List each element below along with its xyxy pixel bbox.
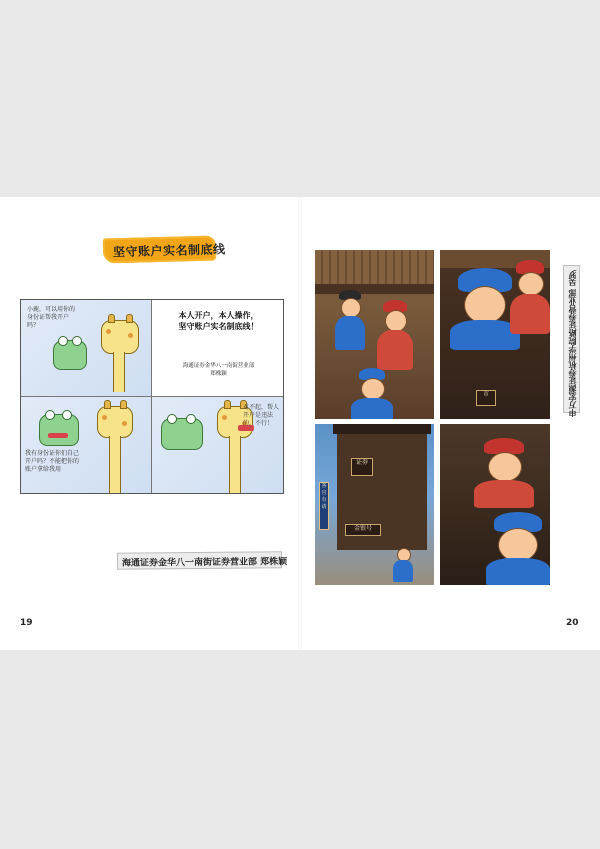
right-comic bbox=[315, 250, 550, 585]
comic-panel-1 bbox=[315, 250, 434, 419]
official-character bbox=[335, 290, 365, 350]
frog-character bbox=[161, 418, 203, 450]
giraffe-character bbox=[101, 320, 139, 354]
merchant-character bbox=[375, 300, 415, 370]
vertical-sign: 客官有请 bbox=[319, 482, 329, 530]
official-character bbox=[349, 368, 395, 419]
book-spread bbox=[0, 197, 600, 650]
panel2-line1: 本人开户，本人操作， bbox=[178, 310, 259, 320]
gutter bbox=[298, 197, 302, 650]
official-character bbox=[486, 512, 550, 585]
left-credit bbox=[117, 551, 288, 569]
official-character bbox=[393, 548, 413, 582]
frog-character bbox=[39, 414, 79, 446]
panel1-speech: 小鹿，可以用你的身份证帮我开户吗？ bbox=[27, 306, 76, 329]
panel2-sign: 市 bbox=[476, 390, 496, 406]
page-number-left: 19 bbox=[20, 618, 33, 628]
comic-panel-4 bbox=[440, 424, 550, 585]
page-number-right: 20 bbox=[566, 618, 579, 628]
panel2-sub1: 海通证券金华八一南街营业部 bbox=[182, 363, 255, 369]
right-credit bbox=[563, 265, 580, 417]
merchant-character bbox=[474, 438, 534, 508]
comic-panel-2 bbox=[440, 250, 550, 419]
comic-panel-3 bbox=[315, 424, 434, 585]
right-credit-text: 申万宏源证券杭州学院路证券营业部 吴罗 bbox=[568, 270, 577, 417]
merchant-character bbox=[510, 260, 550, 330]
giraffe-character bbox=[97, 406, 133, 438]
bottom-sign: 金银号 bbox=[345, 524, 381, 536]
panel2-sub2: 郑株颖 bbox=[210, 371, 227, 377]
panel2-line2: 坚守账户实名制底线！ bbox=[178, 321, 259, 331]
left-credit-text: 海通证券金华八一南街证券营业部 郑株颖 bbox=[121, 557, 288, 569]
frog-character bbox=[53, 340, 87, 370]
shop-sign: 证券 bbox=[351, 458, 373, 476]
banner-title: 坚守账户实名制底线 bbox=[112, 242, 226, 260]
panel3-speech: 我有身份证你们自己开户吗？不能把你的账户拿给我用 bbox=[25, 450, 80, 473]
panel4-speech: 对不起，帮人开户是违法的，不行！ bbox=[243, 404, 280, 427]
left-comic bbox=[20, 299, 284, 494]
title-banner bbox=[103, 236, 226, 264]
